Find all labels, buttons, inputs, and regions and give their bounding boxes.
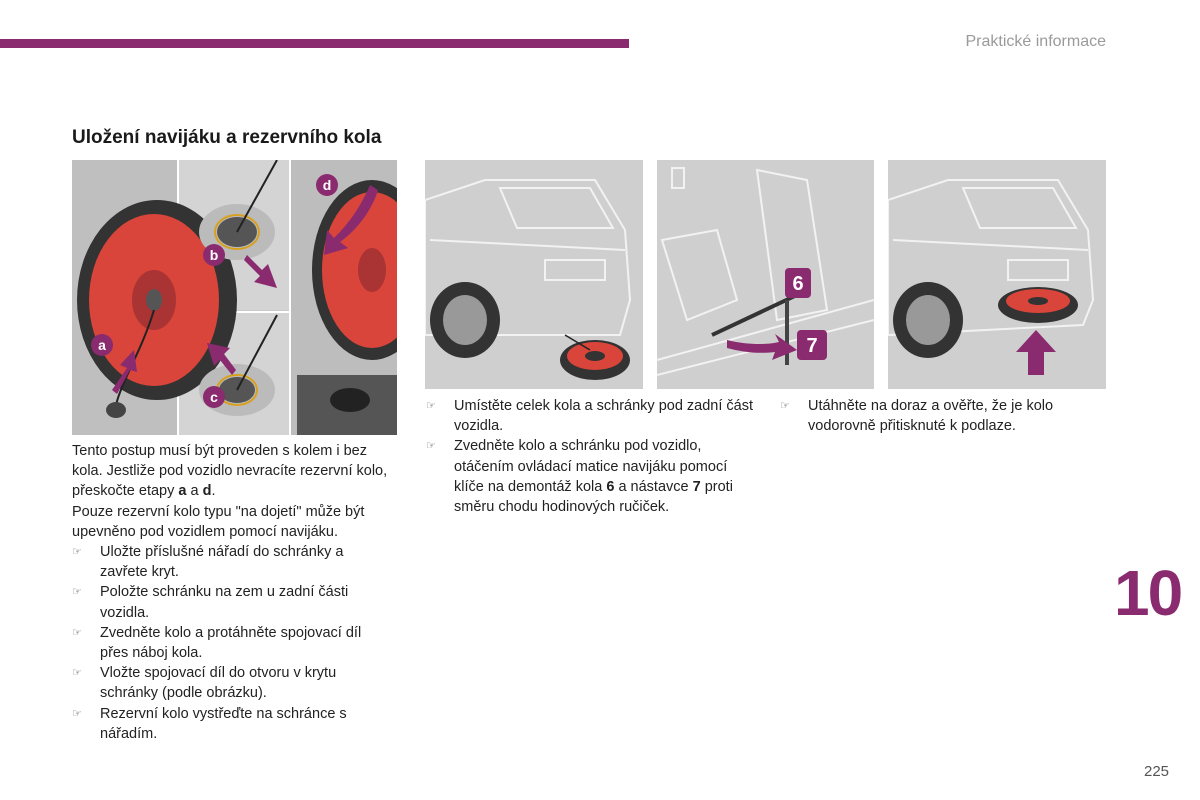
list-item — [426, 396, 761, 436]
list-item-text: Zvedněte kolo a schránku pod vozidlo, otáčením ovládací matice navijáku pomocí klíče na demontáž kola — [454, 438, 728, 495]
section-header: Praktické informace — [965, 33, 1106, 50]
list-item — [72, 582, 392, 622]
list-item-text: Zvedněte kolo a protáhněte spojovací díl přes náboj kola. — [100, 624, 362, 662]
list-item-text: Uložte příslušné nářadí do schránky a zavřete kryt. — [100, 544, 344, 581]
intro-step-d: d — [202, 483, 212, 500]
page-number: 225 — [1144, 763, 1170, 780]
list-item — [72, 704, 392, 744]
list-item — [72, 542, 392, 582]
page-title: Uložení navijáku a rezervního kola — [72, 127, 382, 148]
label-a: a — [98, 337, 106, 353]
ref-extension-7: 7 — [692, 478, 701, 495]
bullet-hand-icon: ☞ — [72, 626, 82, 639]
bullet-hand-icon: ☞ — [72, 586, 82, 599]
list-item-text: Rezervní kolo vystřeďte na schránce s nářadím. — [100, 705, 347, 742]
label-c: c — [210, 389, 218, 405]
label-d: d — [322, 177, 332, 193]
middle-text-column — [426, 396, 761, 517]
bullet-hand-icon: ☞ — [72, 667, 82, 680]
right-text-column — [780, 396, 1090, 436]
bullet-hand-icon: ☞ — [72, 707, 82, 720]
list-item-text-cont: a nástavce — [614, 478, 693, 495]
intro-end: . — [211, 483, 216, 500]
ref-key-6: 6 — [606, 478, 615, 495]
intro-paragraph — [72, 441, 392, 502]
figure-winch-key — [657, 160, 874, 389]
figure-wheel-under-car — [425, 160, 643, 389]
left-text-column — [72, 441, 392, 744]
list-item-text-end: proti směru chodu hodinových ručiček. — [454, 478, 733, 516]
list-item-text: Položte schránku na zem u zadní části vozidla. — [100, 584, 349, 621]
label-6: 6 — [792, 273, 804, 295]
chapter-number: 10 — [1114, 557, 1182, 629]
label-b: b — [209, 247, 219, 263]
list-item-text: Vložte spojovací díl do otvoru v krytu schránky (podle obrázku). — [100, 665, 337, 702]
intro-text: Tento postup musí být proveden s kolem i bez kola. Jestliže pod vozidlo nevracíte rezervní kolo, přeskočte etapy — [72, 443, 388, 500]
bullet-hand-icon: ☞ — [426, 400, 436, 412]
list-item — [72, 663, 392, 703]
intro-paragraph-2: Pouze rezervní kolo typu "na dojetí" může být upevněno pod vozidlem pomocí navijáku. — [72, 503, 365, 540]
list-item-text: Utáhněte na doraz a ověřte, že je kolo vodorovně přitisknuté k podlaze. — [808, 398, 1054, 435]
list-item — [72, 623, 392, 663]
bullet-hand-icon: ☞ — [780, 400, 790, 412]
list-item — [426, 436, 761, 517]
list-item-text: Umístěte celek kola a schránky pod zadní část vozidla. — [454, 398, 754, 435]
bullet-hand-icon: ☞ — [72, 546, 82, 559]
intro-step-a: a — [178, 483, 187, 500]
header-accent-bar — [0, 39, 629, 48]
label-7: 7 — [806, 335, 818, 357]
list-item — [780, 396, 1090, 436]
intro-and: a — [186, 483, 203, 500]
bullet-hand-icon: ☞ — [426, 440, 436, 453]
figure-wheel-steps — [72, 160, 397, 435]
figure-wheel-lifted — [888, 160, 1106, 389]
